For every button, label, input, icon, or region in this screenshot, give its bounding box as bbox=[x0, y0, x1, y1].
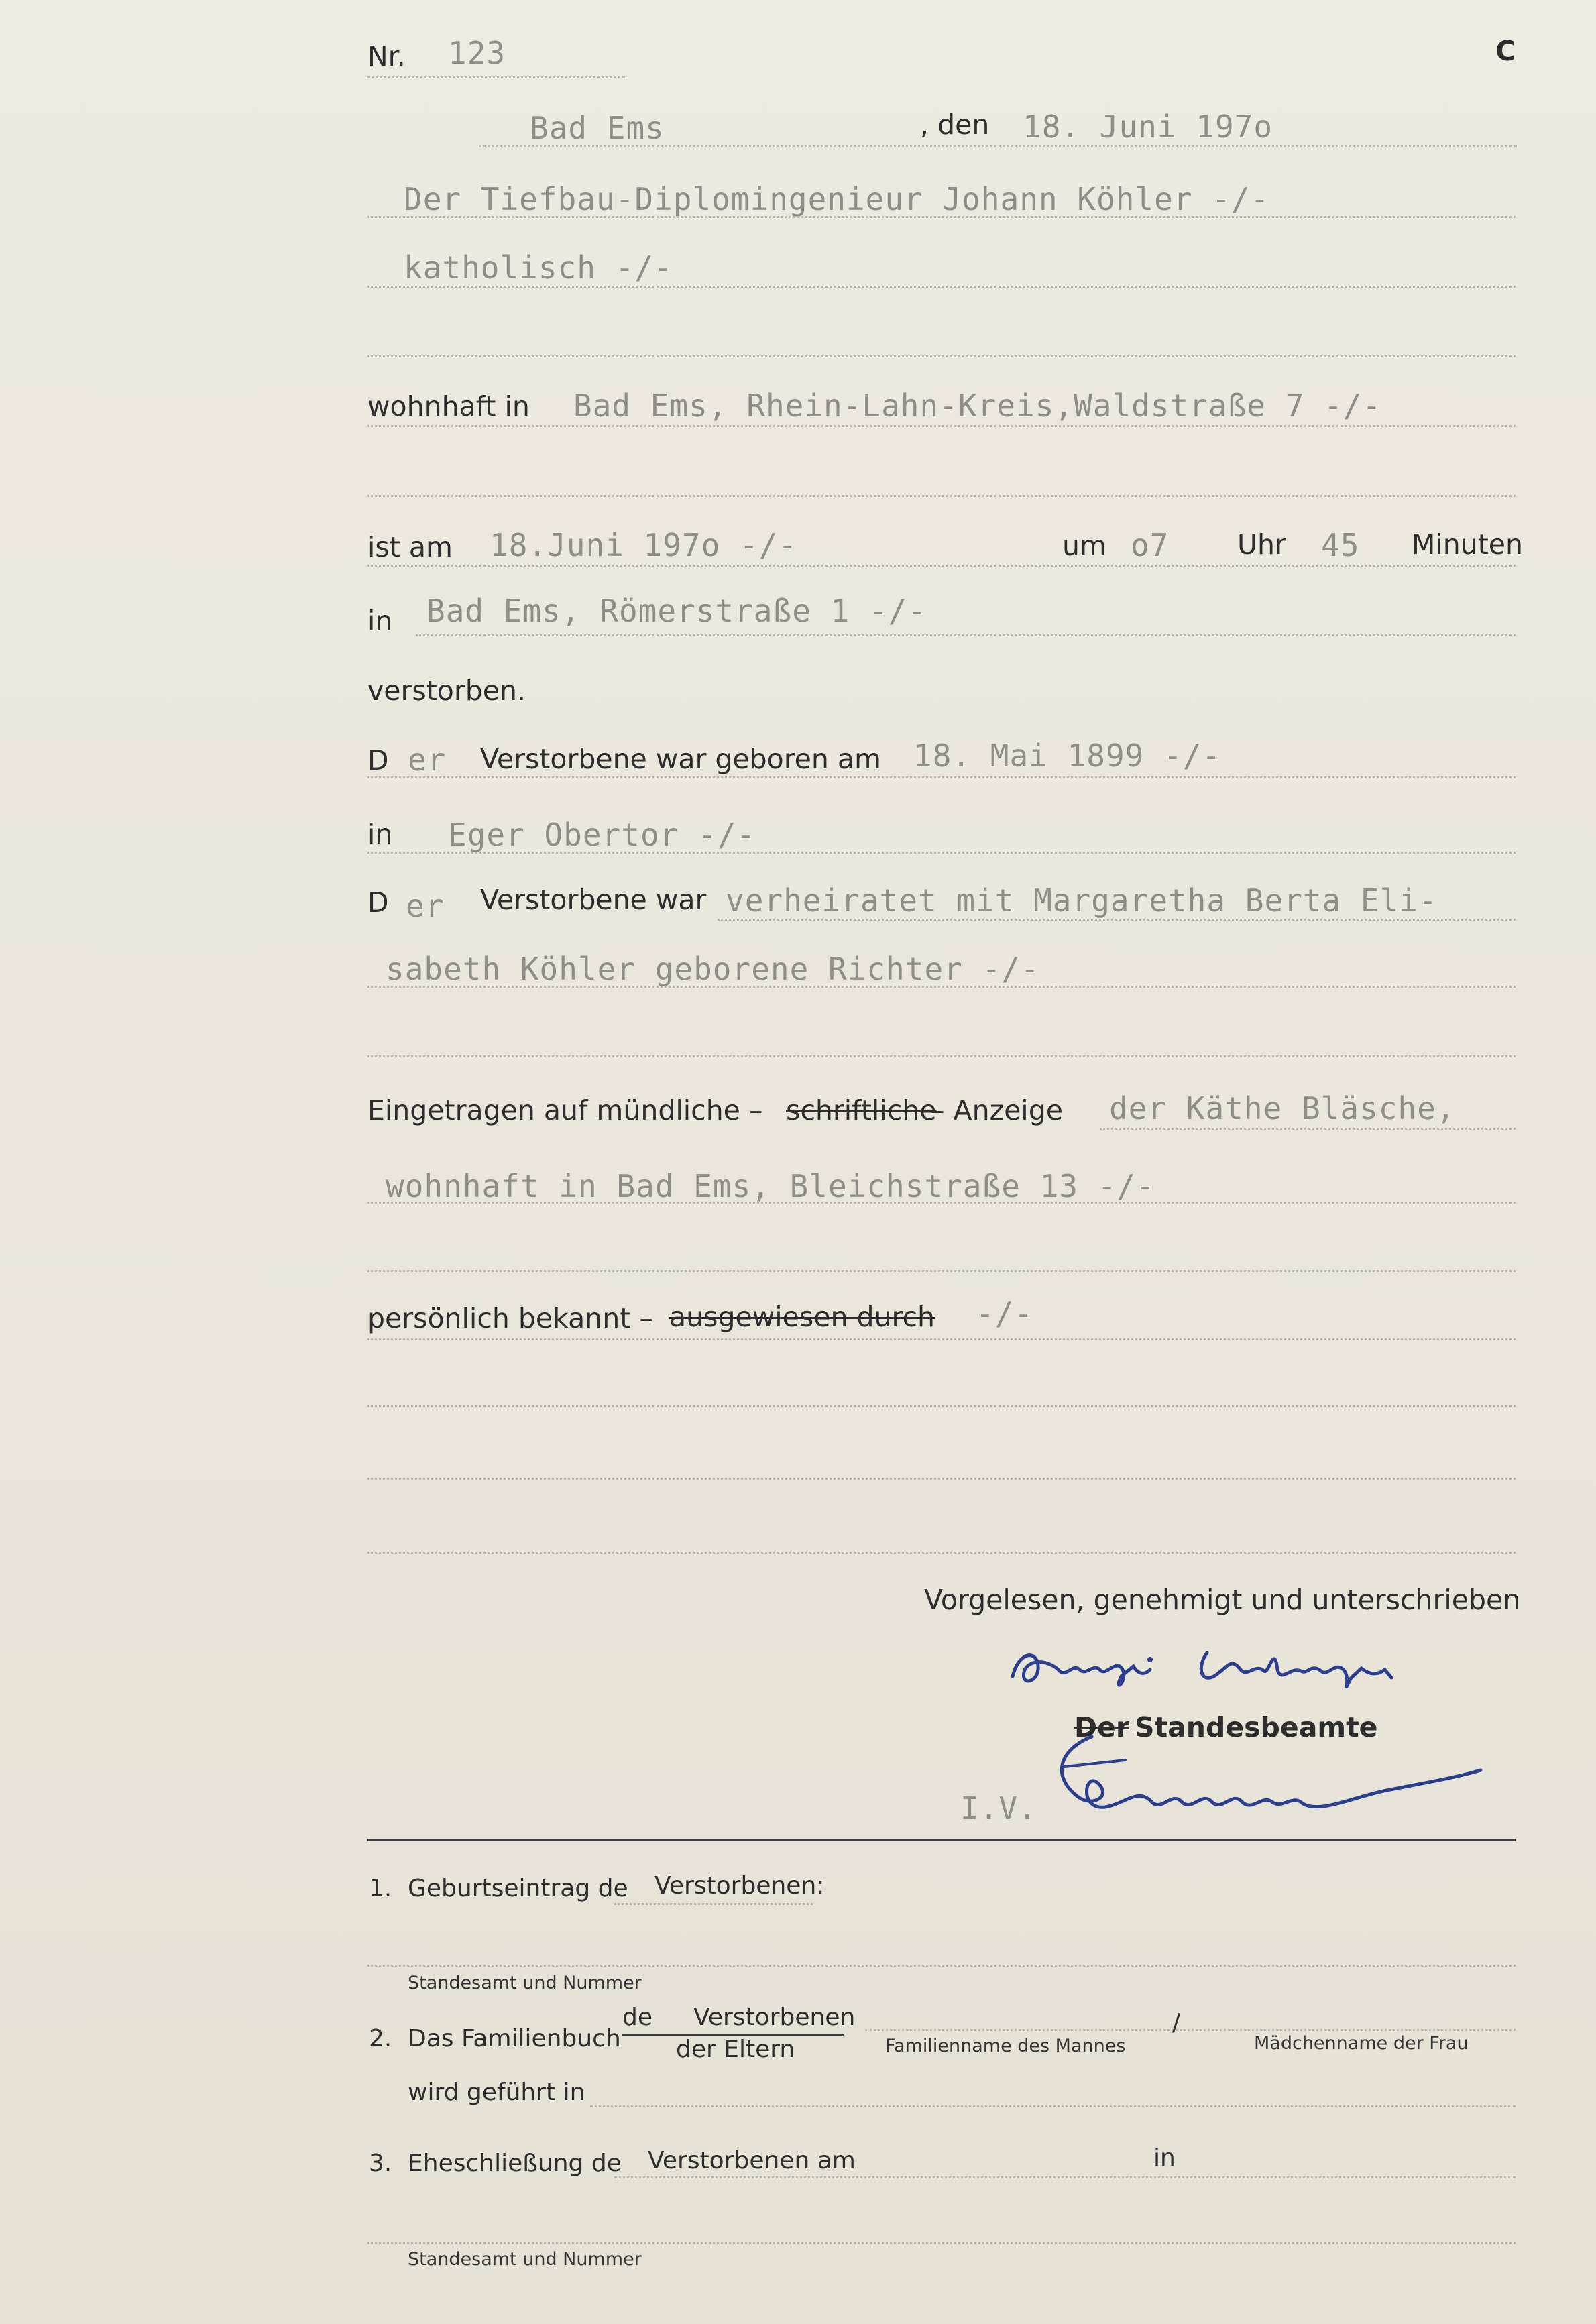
item2-wird-label: wird geführt in bbox=[408, 2079, 585, 2106]
official-label: Standesbeamte bbox=[1135, 1711, 1378, 1743]
iv-label: I.V. bbox=[960, 1790, 1037, 1826]
birth-label: Verstorbene war geboren am bbox=[480, 743, 881, 775]
item3-sub: Standesamt und Nummer bbox=[408, 2249, 642, 2270]
item2-separator: / bbox=[1172, 2009, 1181, 2036]
uhr-label: Uhr bbox=[1237, 528, 1286, 561]
informant-label-struck: schriftliche bbox=[786, 1094, 937, 1126]
item3-label: Eheschließung de bbox=[408, 2150, 622, 2177]
item2-dots-b bbox=[590, 2105, 1516, 2107]
verstorben-label: verstorben. bbox=[367, 675, 526, 707]
official-struck: Der bbox=[1074, 1711, 1130, 1743]
marital-d-typed: er bbox=[406, 888, 445, 924]
minuten-label: Minuten bbox=[1412, 528, 1524, 561]
residence-value: Bad Ems, Rhein-Lahn-Kreis,Waldstraße 7 -/- bbox=[573, 388, 1382, 424]
item2-top: Verstorbenen bbox=[693, 2003, 856, 2031]
residence-dots bbox=[367, 425, 1516, 427]
nr-value: 123 bbox=[448, 35, 506, 71]
informant-line1: der Käthe Bläsche, bbox=[1109, 1090, 1456, 1126]
informant-line2-dots bbox=[367, 1202, 1516, 1204]
marital-line2-dots bbox=[367, 986, 1516, 988]
informant-line2: wohnhaft in Bad Ems, Bleichstraße 13 -/- bbox=[386, 1168, 1155, 1204]
marital-d-label: D bbox=[367, 886, 389, 919]
item3-in-label: in bbox=[1153, 2144, 1176, 2172]
blank-line-2 bbox=[367, 495, 1516, 497]
den-label: , den bbox=[920, 109, 990, 141]
ist-am-label: ist am bbox=[367, 531, 453, 563]
identity-label: persönlich bekannt – bbox=[367, 1302, 653, 1334]
informant-label-end: – Anzeige bbox=[931, 1094, 1063, 1126]
death-in-label: in bbox=[367, 605, 393, 637]
person-line2: katholisch -/- bbox=[404, 249, 673, 286]
item2-label: Das Familienbuch bbox=[408, 2025, 621, 2052]
blank-line-1 bbox=[367, 355, 1516, 357]
informant-signature bbox=[1006, 1629, 1462, 1703]
blank-line-4 bbox=[367, 1270, 1516, 1272]
marital-line2: sabeth Köhler geborene Richter -/- bbox=[386, 951, 1040, 987]
item2-frau: Mädchenname der Frau bbox=[1254, 2033, 1469, 2054]
item2-dots-a bbox=[865, 2029, 1516, 2031]
item2-number: 2. bbox=[369, 2025, 392, 2052]
death-minutes: 45 bbox=[1321, 527, 1360, 563]
item1-dots-a bbox=[614, 1903, 813, 1905]
um-label: um bbox=[1062, 530, 1106, 562]
official-signature bbox=[1038, 1723, 1507, 1831]
person-line1-dots bbox=[367, 216, 1516, 218]
item3-dots-b bbox=[367, 2242, 1516, 2244]
item3-number: 3. bbox=[369, 2150, 392, 2177]
item2-bottom: der Eltern bbox=[676, 2036, 795, 2063]
blank-line-3 bbox=[367, 1055, 1516, 1057]
death-date-dots bbox=[367, 565, 1516, 567]
place-value: Bad Ems bbox=[530, 110, 665, 146]
item2-top-de: de bbox=[622, 2003, 652, 2031]
nr-label: Nr. bbox=[367, 40, 406, 72]
birth-in-label: in bbox=[367, 818, 393, 850]
birth-d-label: D bbox=[367, 744, 389, 776]
marital-line1: verheiratet mit Margaretha Berta Eli- bbox=[726, 882, 1438, 919]
marital-line1-dots bbox=[718, 919, 1516, 921]
blank-line-5 bbox=[367, 1405, 1516, 1407]
item1-dots-b bbox=[367, 1965, 1516, 1967]
person-line1: Der Tiefbau-Diplomingenieur Johann Köhler -/- bbox=[404, 181, 1270, 217]
birth-date: 18. Mai 1899 -/- bbox=[913, 738, 1222, 774]
identity-struck: ausgewiesen durch bbox=[669, 1301, 935, 1333]
item3-dots-a bbox=[614, 2176, 1516, 2178]
item1-number: 1. bbox=[369, 1875, 392, 1902]
nr-dotted-line bbox=[367, 76, 625, 78]
person-line2-dots bbox=[367, 286, 1516, 288]
item1-label: Geburtseintrag de bbox=[408, 1875, 628, 1902]
informant-line1-dots bbox=[1100, 1128, 1516, 1130]
blank-line-6 bbox=[367, 1478, 1516, 1480]
item1-sub: Standesamt und Nummer bbox=[408, 1973, 642, 1993]
identity-value: -/- bbox=[976, 1295, 1034, 1332]
informant-label-start: Eingetragen auf mündliche – bbox=[367, 1094, 763, 1126]
birth-d-typed: er bbox=[408, 742, 447, 778]
item2-mann: Familienname des Mannes bbox=[885, 2036, 1126, 2056]
item1-typed: Verstorbenen: bbox=[654, 1872, 825, 1900]
date-value: 18. Juni 197o bbox=[1023, 109, 1273, 145]
birth-place: Eger Obertor -/- bbox=[448, 817, 756, 853]
marital-label: Verstorbene war bbox=[480, 884, 707, 916]
form-letter: C bbox=[1495, 35, 1516, 67]
item3-typed: Verstorbenen am bbox=[648, 2147, 856, 2174]
birth-date-dots bbox=[367, 776, 1516, 778]
identity-dots bbox=[367, 1338, 1516, 1340]
death-date: 18.Juni 197o -/- bbox=[490, 527, 798, 563]
birth-place-dots bbox=[367, 852, 1516, 854]
residence-label: wohnhaft in bbox=[367, 390, 530, 422]
place-date-line bbox=[479, 145, 1517, 147]
blank-line-7 bbox=[367, 1552, 1516, 1554]
death-hour: o7 bbox=[1131, 527, 1170, 563]
death-place-dots bbox=[416, 634, 1516, 636]
read-approved-label: Vorgelesen, genehmigt und unterschrieben bbox=[924, 1584, 1521, 1616]
footer-divider bbox=[367, 1839, 1516, 1841]
death-place: Bad Ems, Römerstraße 1 -/- bbox=[426, 593, 927, 629]
